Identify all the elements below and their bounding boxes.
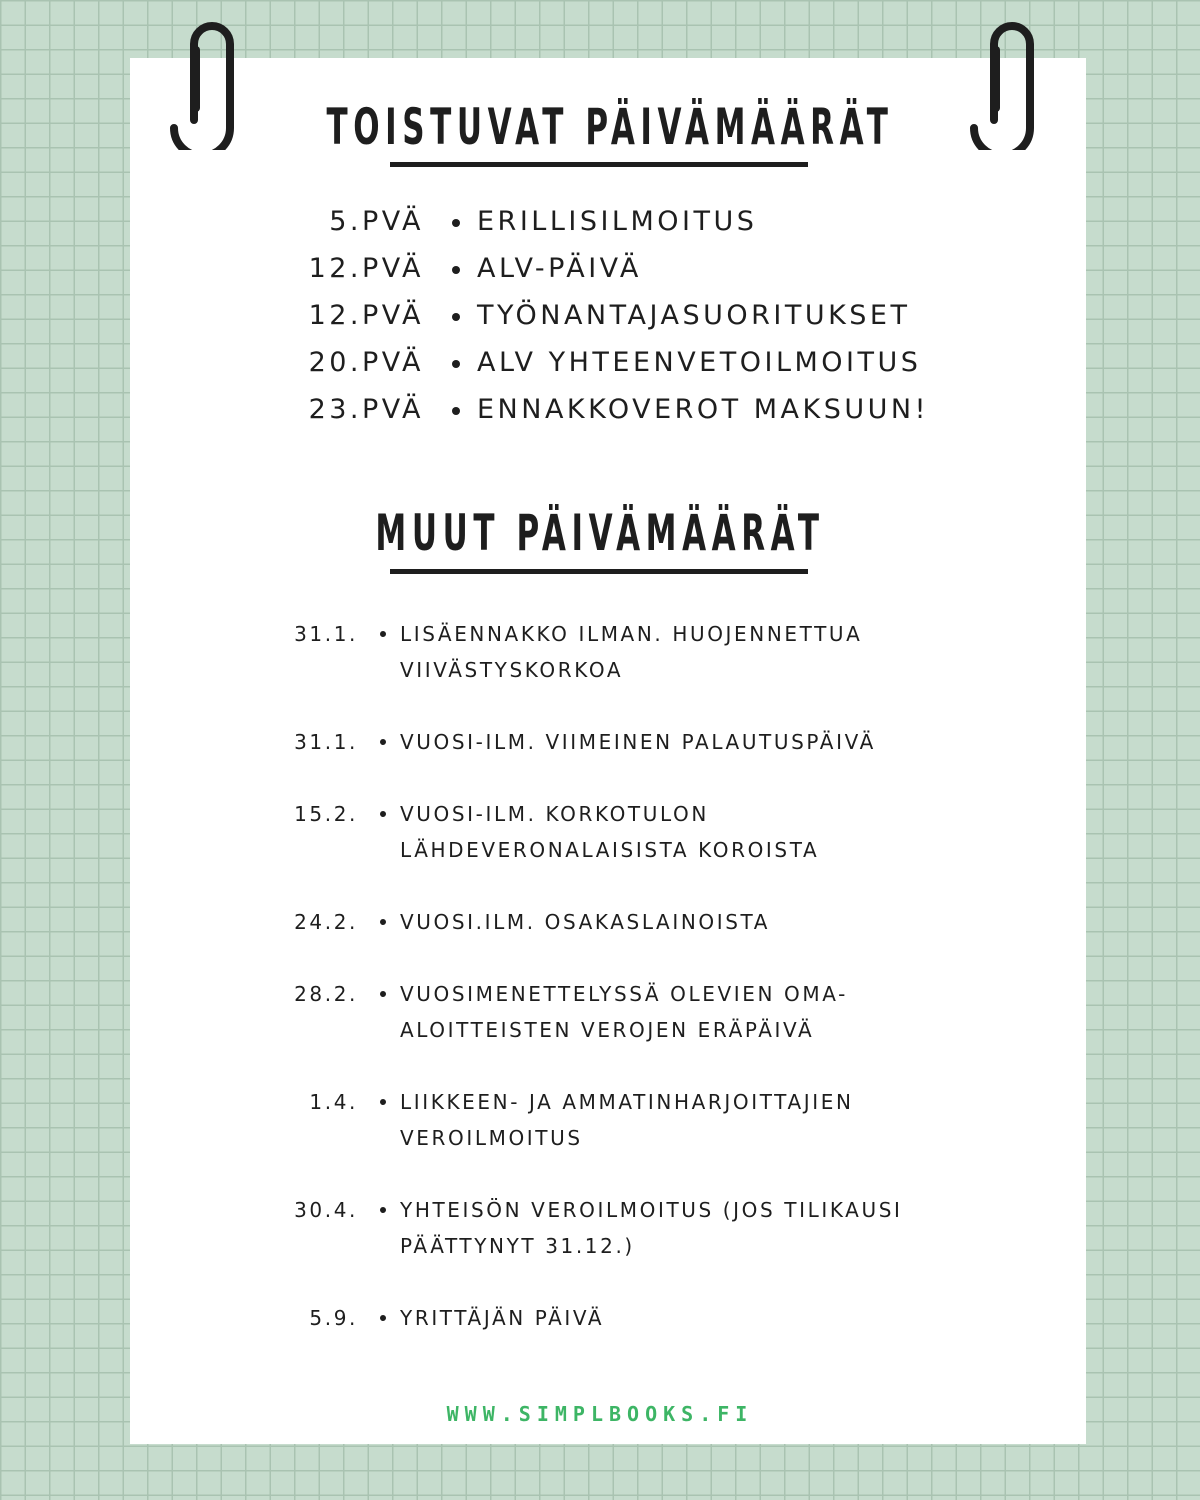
recurring-day: 12.PVÄ: [308, 300, 424, 331]
bullet-icon: [380, 1099, 386, 1105]
recurring-description: ENNAKKOVEROT MAKSUUN!: [477, 394, 929, 425]
list-item: [0, 341, 1200, 388]
heading-underline: [390, 569, 808, 574]
bullet-icon: [452, 313, 460, 321]
recurring-description: ALV-PÄIVÄ: [477, 253, 642, 284]
other-description: VUOSI.ILM. OSAKASLAINOISTA: [400, 910, 771, 934]
recurring-dates-list: [0, 200, 1200, 435]
other-date: 15.2.: [294, 802, 358, 826]
other-description: YHTEISÖN VEROILMOITUS (JOS TILIKAUSI PÄÄTTYNYT 31.12.): [400, 1198, 903, 1258]
recurring-description: TYÖNANTAJASUORITUKSET: [477, 300, 911, 331]
bullet-icon: [380, 631, 386, 637]
other-description: YRITTÄJÄN PÄIVÄ: [400, 1306, 605, 1330]
other-description: LIIKKEEN- JA AMMATINHARJOITTAJIEN VEROILMOITUS: [400, 1090, 854, 1150]
website-link[interactable]: WWW.SIMPLBOOKS.FI: [446, 1402, 754, 1426]
other-date: 31.1.: [294, 730, 358, 754]
other-date: 24.2.: [294, 910, 358, 934]
other-date: 31.1.: [294, 622, 358, 646]
other-date: 28.2.: [294, 982, 358, 1006]
list-item: [0, 200, 1200, 247]
heading-underline: [390, 162, 808, 167]
recurring-day: 23.PVÄ: [308, 394, 424, 425]
other-description: VUOSI-ILM. VIIMEINEN PALAUTUSPÄIVÄ: [400, 730, 876, 754]
list-item: [0, 388, 1200, 435]
bullet-icon: [380, 811, 386, 817]
paperclip-icon: [168, 20, 240, 150]
other-dates-heading: MUUT PÄIVÄMÄÄRÄT: [375, 504, 825, 562]
bullet-icon: [380, 1315, 386, 1321]
bullet-icon: [452, 219, 460, 227]
bullet-icon: [380, 919, 386, 925]
bullet-icon: [380, 739, 386, 745]
other-date: 1.4.: [309, 1090, 358, 1114]
recurring-day: 5.PVÄ: [329, 206, 424, 237]
other-description: VUOSIMENETTELYSSÄ OLEVIEN OMA- ALOITTEISTEN VEROJEN ERÄPÄIVÄ: [400, 982, 848, 1042]
bullet-icon: [452, 266, 460, 274]
other-date: 30.4.: [294, 1198, 358, 1222]
other-description: LISÄENNAKKO ILMAN. HUOJENNETTUA VIIVÄSTYSKORKOA: [400, 622, 863, 682]
other-description: VUOSI-ILM. KORKOTULON LÄHDEVERONALAISISTA KOROISTA: [400, 802, 820, 862]
recurring-day: 12.PVÄ: [308, 253, 424, 284]
recurring-description: ERILLISILMOITUS: [477, 206, 758, 237]
bullet-icon: [452, 407, 460, 415]
recurring-dates-heading: TOISTUVAT PÄIVÄMÄÄRÄT: [326, 98, 894, 156]
bullet-icon: [380, 1207, 386, 1213]
list-item: [0, 247, 1200, 294]
other-date: 5.9.: [309, 1306, 358, 1330]
recurring-description: ALV YHTEENVETOILMOITUS: [477, 347, 922, 378]
list-item: [0, 294, 1200, 341]
bullet-icon: [452, 360, 460, 368]
bullet-icon: [380, 991, 386, 997]
recurring-day: 20.PVÄ: [308, 347, 424, 378]
